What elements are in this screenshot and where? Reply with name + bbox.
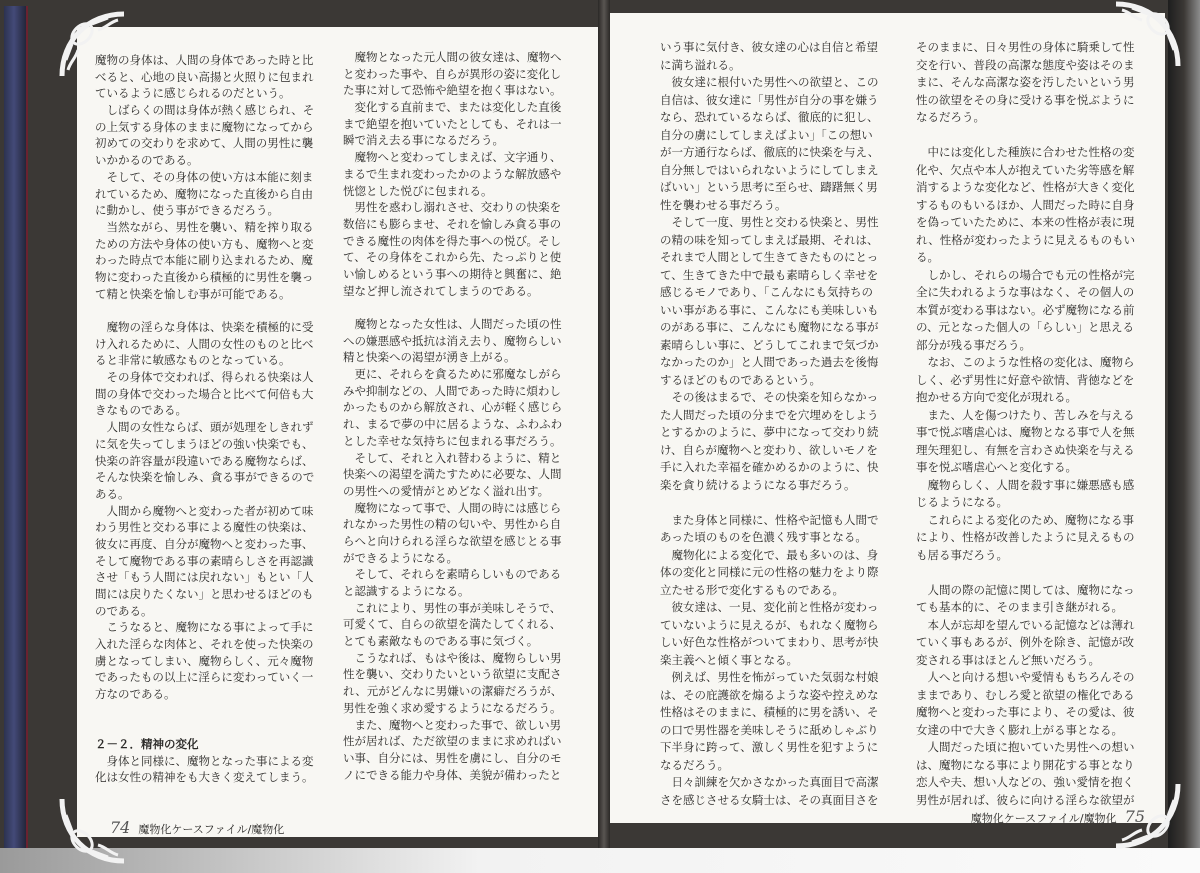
text-line: い愉しめるという事への期待と興奮に、絶 (343, 266, 562, 281)
text-line: その後はまるで、その快楽を知らなかっ (660, 390, 879, 404)
text-line: ても基本的に、そのまま引き継がれる。 (916, 600, 1123, 614)
text-line: 男性が居れば、彼らに向ける淫らな欲望が (916, 792, 1135, 807)
text-line: 魔物の身体は、人間の身体であった時と比 (95, 53, 314, 67)
text-line: なるだろう。 (916, 110, 985, 124)
text-line: 瞬で消え去る事になるだろう。 (343, 133, 504, 148)
text-line: 体の変化と同様に元の性格の魅力をより際 (660, 565, 879, 579)
text-line: 物に変わった直後から積極的に男性を襲っ (95, 269, 314, 284)
text-line: 数倍にも膨らませ、それを愉しみ貪る事の (343, 216, 562, 231)
text-line: ていないように見えるが、もれなく魔物ら (660, 617, 879, 632)
book-spine-edge (4, 6, 26, 848)
text-line: は、魔物になる事により開花する事となり (916, 757, 1135, 772)
text-line: とするかのように、夢中になって交わり続 (660, 425, 879, 439)
book-right-edge (1168, 0, 1200, 848)
text-line: また、人を傷つけたり、苦しみを与える (916, 407, 1135, 422)
text-line: そして魔物である事の素晴らしさを再認識 (95, 553, 314, 568)
text-line: 身体と同様に、魔物となった事による変 (95, 753, 314, 768)
text-line: た人間だった頃の分までを穴埋めをしよう (660, 407, 879, 422)
text-line: させ「もう人間には戻れない」もとい「人 (95, 570, 314, 585)
text-line: しばらくの間は身体が熱く感じられ、そ (95, 103, 315, 118)
text-line: 本質が変わる事はない。必ず魔物になる前 (916, 302, 1135, 317)
text-line: まで絶望を抱いていたとしても、それは一 (343, 116, 562, 131)
text-line: れなかった男性の精の匂いや、男性から自 (343, 517, 562, 532)
text-line: 交を行い、普段の高潔な態度や姿はそのま (916, 57, 1135, 72)
text-line: 日々訓練を欠かさなかった真面目で高潔 (660, 775, 879, 789)
text-line: 立たせる形で変化するものである。 (660, 582, 844, 597)
text-line: れ、元がどんなに男嫌いの潔癖だろうが、 (343, 684, 563, 699)
text-line: するものもいるほか、人間だった時に自身 (916, 197, 1135, 212)
text-line: 彼女達は、一見、変化前と性格が変わっ (660, 600, 879, 614)
text-line: 彼女に再度、自分が魔物へと変わった事、 (95, 536, 314, 551)
corner-ornament-icon (1112, 780, 1182, 850)
text-line: 恍惚とした悦びに包まれる。 (343, 183, 493, 198)
text-line: また、魔物へと変わった事で、欲しい男 (343, 717, 562, 732)
text-line: の男性への愛情がとめどなく溢れ出す。 (343, 483, 550, 498)
text-line: きなものである。 (95, 403, 187, 418)
text-line: かったものから解放され、心が軽く感じら (343, 400, 563, 415)
text-line: 下半身に跨って、激しく男性を犯すように (660, 740, 879, 754)
corner-ornament-icon (58, 10, 128, 80)
text-line: そして、それらを素晴らしいものである (343, 567, 562, 582)
text-line: 男性を惑わし溺れさせ、交わりの快楽を (343, 200, 562, 215)
text-line: そして一度、男性と交わる快楽と、男性 (660, 215, 879, 229)
text-line: て、その身体をこれから先、たっぷりと使 (343, 250, 562, 265)
text-line: 化や、欠点や本人が抱えていた劣等感を解 (916, 162, 1135, 177)
text-line: 快楽の許容量が段違いである魔物ならば、 (95, 453, 314, 468)
text-line: 魔物になって事で、人間の時には感じら (343, 500, 562, 515)
text-line: のがある事に、こんなにも魔物になる事が (660, 320, 879, 334)
text-line: わった時点で本能に刷り込まれるため、魔 (95, 253, 313, 268)
text-line: も居る事だろう。 (916, 547, 1008, 562)
scanner-bed (0, 848, 1200, 873)
text-line: 部分が残る事だろう。 (916, 337, 1031, 352)
text-line: また身体と同様に、性格や記憶も人間で (660, 512, 879, 527)
text-line: い事、自分には、男性を虜にし、自分のモ (343, 750, 562, 765)
text-line: ると非常に敏感なものとなっている。 (95, 353, 291, 368)
text-line: 全に失われるような事はなく、その個人の (916, 285, 1135, 299)
text-line: け、自らが魔物へと変わり、欲しいモノを (660, 442, 878, 457)
text-line: するほどのものであるという。 (660, 372, 821, 387)
text-line: 魔物となった元人間の彼女達は、魔物へ (343, 50, 562, 64)
text-line: 感じるモノであり、「こんなにも気持ちの (660, 285, 873, 299)
text-line: 初めての交わりを求めて、人間の男性に襲 (95, 136, 314, 151)
text-line: の口で男性器を美味しそうに舐めしゃぶり (660, 722, 879, 737)
text-line: 例えば、男性を怖がっていた気弱な村娘 (660, 670, 879, 684)
text-line: に動かし、使う事ができるだろう。 (95, 203, 279, 218)
text-line: 性が居れば、ただ欲望のままに求めればい (343, 734, 562, 749)
paragraph-gap (343, 299, 573, 316)
text-line: 消するような変化など、性格が大きく変化 (916, 180, 1135, 194)
paragraph-gap (916, 127, 1146, 145)
paragraph-gap (95, 302, 325, 319)
text-line: 更に、それらを貪るために邪魔なしがら (343, 367, 562, 382)
text-line: であったもの以上に淫らに変わっていく一 (95, 670, 314, 685)
text-line: らへと向けられる淫らな欲望を感じとる事 (343, 533, 562, 548)
text-line: 人間の際の記憶に関しては、魔物になっ (916, 582, 1135, 597)
text-line: ままであり、むしろ愛と欲望の権化である (916, 687, 1135, 702)
text-line: 入れた淫らな肉体と、それを使った快楽の (95, 637, 314, 652)
text-line: れているため、魔物になった直後から自由 (95, 186, 314, 201)
text-column-4 (916, 39, 1146, 809)
text-line: さを感じさせる女騎士は、その真面目さを (660, 792, 879, 807)
text-line: みや抑制などの、人間であった時に煩わし (343, 383, 561, 398)
text-line: 人間から魔物へと変わった者が初めて味 (95, 503, 314, 518)
text-line: 素晴らしい事に、どうしてこれまで気づか (660, 337, 879, 352)
text-line: 女達の中で大きく膨れ上がる事となる。 (916, 722, 1123, 737)
text-line: 自信は、彼女達に「男性が自分の事を嫌う (660, 92, 879, 107)
text-line: け入れるために、人間の女性のものと比べ (95, 336, 314, 351)
text-line: が一方通行ならば、徹底的に快楽を与え、 (660, 145, 880, 159)
text-line: そんな快楽を愉しみ、貪る事ができるので (95, 470, 315, 485)
text-line: そして、それと入れ替わるように、精と (343, 450, 562, 465)
text-line: ていく事もあるが、例外を除き、記憶が改 (916, 635, 1135, 649)
text-line: の上気する身体のままに魔物になってから (95, 119, 314, 134)
text-line: 人へと向ける想いや愛情ももちろんその (916, 670, 1135, 684)
text-line: 楽を貪り続けるようになる事だろう。 (660, 477, 856, 492)
text-line: 魔物へと変わった事により、その愛は、彼 (916, 705, 1135, 719)
text-line: に満ち溢れる。 (660, 57, 741, 72)
text-line: れ、性格が変わったように見えるものもい (916, 232, 1136, 247)
text-line: あった頃のものを色濃く残す事となる。 (660, 530, 867, 544)
text-line: 化は女性の精神をも大きく変えてしまう。 (95, 770, 314, 785)
text-line: 間には戻りたくない」と思わせるほどのも (95, 587, 314, 601)
text-line: ための方法や身体の使い方も、魔物へと変 (95, 236, 314, 251)
text-line: とした幸せな気持ちに包まれる事だろう。 (343, 433, 562, 448)
text-line: べると、心地の良い高揚と火照りに包まれ (95, 69, 314, 84)
paragraph-gap (916, 564, 1146, 582)
text-line: 抱かせる方向で変化が現れる。 (916, 390, 1077, 404)
text-line: のである。 (95, 603, 153, 618)
text-line: 中には変化した種族に合わせた性格の変 (916, 145, 1135, 159)
text-line: 魔物の淫らな身体は、快楽を積極的に受 (95, 320, 314, 334)
text-line: こうなれば、もはや後は、魔物らしい男 (343, 650, 562, 665)
text-line: て精と快楽を愉しむ事が可能である。 (95, 286, 291, 301)
text-line: ばいい」という思考に至らせ、躊躇無く男 (660, 180, 878, 194)
text-line: た事に対して恐怖や絶望を抱く事はない。 (343, 83, 562, 98)
text-line: これにより、男性の事が美味しそうで、 (343, 600, 562, 615)
text-line: ある。 (95, 486, 130, 501)
text-line: いう事に気付き、彼女達の心は自信と希望 (660, 40, 879, 54)
text-line: 手に入れた幸福を確かめるかのように、快 (660, 460, 879, 474)
text-line: 当然ながら、男性を襲い、精を搾り取る (95, 219, 314, 234)
text-line: 事で悦ぶ嗜虐心は、魔物となる事で人を無 (916, 425, 1135, 439)
running-title: 魔物化ケースファイル/魔物化 (970, 812, 1117, 825)
running-title: 魔物化ケースファイル/魔物化 (138, 823, 285, 836)
text-column-2 (343, 49, 573, 783)
text-line: は、その庇護欲を煽るような姿や控えめな (660, 687, 879, 702)
text-line: る。 (916, 250, 939, 264)
text-line: と変わった事や、自らが異形の姿に変化し (343, 66, 562, 81)
text-line: しく、必ず男性に好意や欲情、背徳などを (916, 372, 1135, 387)
text-line: これらによる変化のため、魔物になる事 (916, 512, 1135, 527)
text-line: 理矢理犯し、有無を言わさぬ快楽を与える (916, 442, 1135, 457)
text-line: 楽主義へと傾く事となる。 (660, 652, 798, 667)
text-line: 変化する直前まで、または変化した直後 (343, 100, 562, 115)
text-line: いい事がある事に、こんなにも美味しいも (660, 302, 879, 317)
text-line: なお、このような性格の変化は、魔物ら (916, 355, 1135, 369)
text-line: 男性を強く求め愛するようになるだろう。 (343, 700, 562, 715)
page-number: 75 (1124, 807, 1145, 826)
corner-ornament-icon (1112, 0, 1182, 70)
corner-ornament-icon (58, 795, 131, 865)
text-line: なかったのか」と人間であった過去を後悔 (660, 355, 879, 369)
text-line: 自分の虜にしてしまえばよい」「この想い (660, 127, 873, 142)
book-edge-stripe (26, 6, 28, 848)
text-line: 彼女達に根付いた男性への欲望と、この (660, 75, 879, 89)
text-column-3 (660, 39, 890, 809)
text-line: への嫌悪感や抵抗は消え去り、魔物らしい (343, 333, 562, 348)
text-line: そして、その身体の使い方は本能に刻ま (95, 169, 314, 184)
text-line: ているように感じられるのだという。 (95, 86, 291, 101)
text-line: により、性格が改善したように見えるもの (916, 530, 1135, 544)
text-line: の精の味を知ってしまえば最期、それは、 (660, 232, 879, 247)
text-line: を偽っていたために、本来の性格が表に現 (916, 215, 1135, 229)
book-gutter (598, 0, 610, 848)
text-line: わう男性と交わる事による魔性の快楽は、 (95, 520, 314, 535)
text-line: 恋人や夫、想い人などの、強い愛情を抱く (916, 775, 1135, 789)
text-line: まるで生まれ変わったかのような解放感や (343, 166, 562, 181)
text-line: 虜となってしまい、魔物らしく、元々魔物 (95, 653, 314, 668)
text-line: 方なのである。 (95, 687, 176, 702)
text-line: 事を悦ぶ嗜虐心へと変化する。 (916, 460, 1077, 474)
text-line: とても素敵なものである事に気づく。 (343, 634, 539, 649)
text-line: の、元となった個人の「らしい」と思える (916, 320, 1135, 334)
text-line: それまで人間として生きてきたものにとっ (660, 250, 879, 264)
text-line: と認識するようになる。 (343, 584, 470, 598)
text-line: 快楽への渇望を満たすために必要な、人間 (343, 467, 562, 482)
page-footer-left (110, 818, 284, 837)
text-line: 人間の女性ならば、頭が処理をしきれず (95, 420, 314, 435)
page-number: 74 (110, 818, 131, 837)
text-line: その身体で交われば、得られる快楽は人 (95, 370, 314, 385)
text-line: なるだろう。 (660, 757, 729, 772)
text-line: 本人が忘却を望んでいる記憶などは薄れ (916, 617, 1135, 632)
text-line: なら、恐れているならば、徹底的に犯し、 (660, 110, 879, 124)
text-line: 間の身体で交わった場合と比べて何倍も大 (95, 386, 314, 401)
text-line: 変される事はほとんど無いだろう。 (916, 652, 1100, 667)
text-line: そのままに、日々男性の身体に騎乗して性 (916, 40, 1135, 54)
text-line: できる魔性の肉体を得た事への悦び。そし (343, 233, 562, 248)
text-line: ノにできる能力や身体、美貌が備わったと (343, 767, 562, 782)
text-line: 人間だった頃に抱いていた男性への想い (916, 740, 1135, 754)
text-line: こうなると、魔物になる事によって手に (95, 620, 314, 635)
text-line: 性を襲わせる事だろう。 (660, 197, 787, 212)
text-line: ができるようになる。 (343, 550, 458, 565)
text-line: 性の欲望をその身に受ける事を悦ぶように (916, 92, 1135, 107)
section-heading: ２－２．精神の変化 (95, 736, 199, 751)
text-line: 望など押し流されてしまうのである。 (343, 283, 539, 298)
text-line: 可愛くて、自らの欲望を満たしてくれる、 (343, 617, 562, 632)
right-page (610, 13, 1165, 826)
paragraph-gap (660, 494, 890, 512)
text-line: 性を襲い、交わりたいという欲望に支配さ (343, 667, 562, 682)
text-line: まに、そんな高潔な姿を汚したいという男 (916, 75, 1135, 89)
text-line: 精と快楽への渇望が湧き上がる。 (343, 350, 516, 365)
text-line: れ、まるで夢の中に居るような、ふわふわ (343, 417, 563, 432)
text-line: 魔物らしく、人間を殺す事に嫌悪感も感 (916, 477, 1135, 492)
text-line: 自分無しではいられないようにしてしまえ (660, 162, 879, 177)
text-line: じるようになる。 (916, 495, 1008, 509)
text-line: 魔物となった女性は、人間だった頃の性 (343, 317, 562, 331)
text-line: しい好色な性格がついてまわり、思考が快 (660, 635, 879, 649)
text-line: 魔物化による変化で、最も多いのは、身 (660, 547, 879, 562)
text-line: しかし、それらの場合でも元の性格が完 (916, 267, 1135, 282)
text-line: 魔物へと変わってしまえば、文字通り、 (343, 150, 562, 165)
left-page (77, 27, 598, 837)
text-line: いかかるのである。 (95, 153, 199, 168)
text-line: て、生きてきた中で最も素晴らしく幸せを (660, 267, 879, 282)
text-column-1 (95, 52, 325, 786)
text-line: に気を失ってしまうほどの強い快楽でも、 (95, 436, 314, 451)
text-line: 性格はそのままに、積極的に男を誘い、そ (660, 705, 879, 719)
